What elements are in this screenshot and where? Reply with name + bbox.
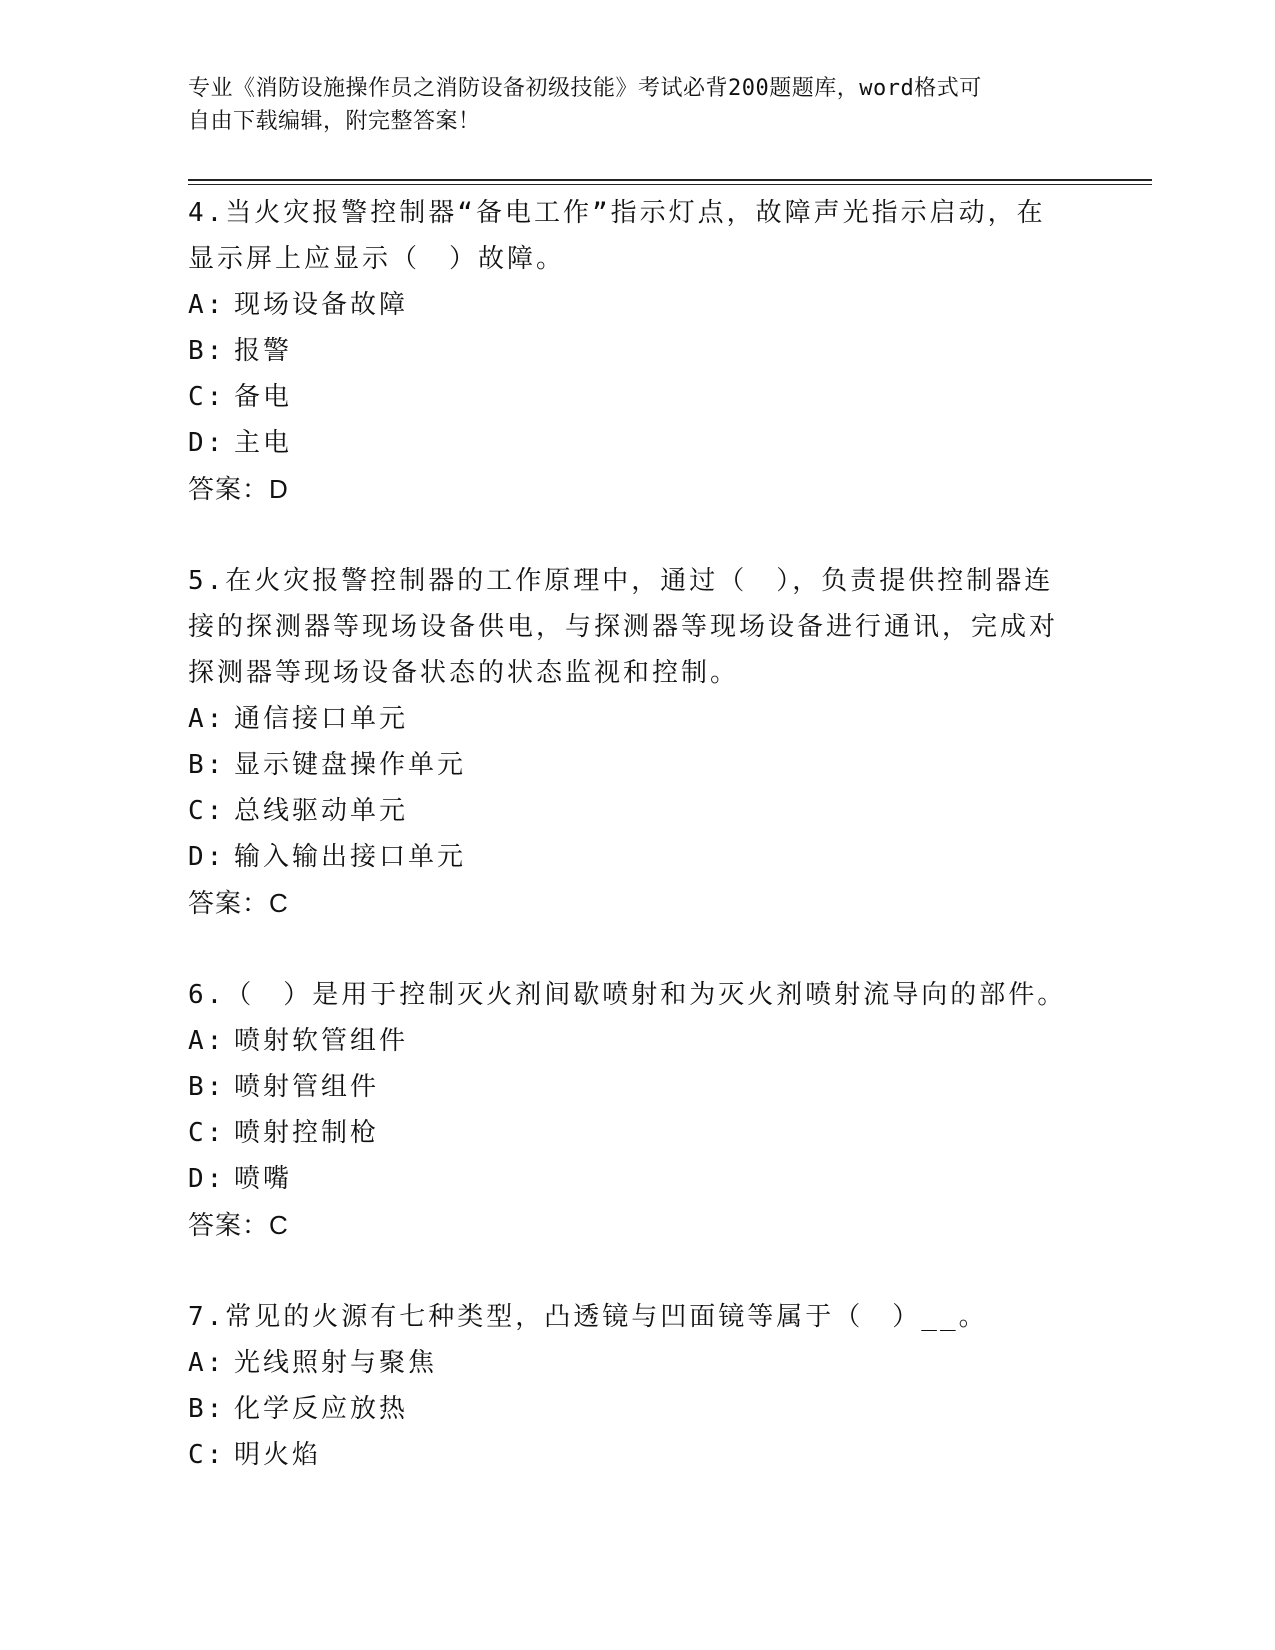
question-4 [188,190,1068,512]
option-c [188,1432,1068,1478]
option-label: B: [188,1072,226,1102]
option-label: D: [188,428,226,458]
option-label: B: [188,750,226,780]
question-5 [188,558,1068,926]
document-header [188,72,1068,138]
option-label: C: [188,796,226,826]
option-text: 喷射控制枪 [234,1118,380,1148]
option-b [188,1064,1068,1110]
option-text: 备电 [234,382,293,412]
option-text: 明火焰 [234,1440,322,1470]
option-text: 光线照射与聚焦 [234,1348,438,1378]
option-b [188,328,1068,374]
option-c [188,788,1068,834]
option-text: 喷射管组件 [234,1072,380,1102]
option-text: 通信接口单元 [234,704,409,734]
option-label: B: [188,1394,226,1424]
option-text: 主电 [234,428,293,458]
answer: 答案：D [188,474,289,504]
question-list [188,190,1068,1524]
option-c [188,374,1068,420]
option-label: C: [188,1118,226,1148]
option-b [188,742,1068,788]
option-d [188,834,1068,880]
option-text: 总线驱动单元 [234,796,409,826]
answer: 答案：C [188,1210,289,1240]
option-label: A: [188,1026,226,1056]
question-text: 7.常见的火源有七种类型，凸透镜与凹面镜等属于（ ）__。 [188,1302,988,1332]
header-line-1: 专业《消防设施操作员之消防设备初级技能》考试必背200题题库，word格式可 [188,76,982,101]
option-text: 报警 [234,336,293,366]
option-c [188,1110,1068,1156]
option-label: D: [188,1164,226,1194]
option-label: B: [188,336,226,366]
option-a [188,282,1068,328]
option-label: C: [188,1440,226,1470]
question-7 [188,1294,1068,1478]
option-a [188,1018,1068,1064]
option-b [188,1386,1068,1432]
question-text: 6.（ ）是用于控制灭火剂间歇喷射和为灭火剂喷射流导向的部件。 [188,980,1067,1010]
option-label: A: [188,1348,226,1378]
option-label: D: [188,842,226,872]
option-text: 显示键盘操作单元 [234,750,467,780]
question-text: 4.当火灾报警控制器“备电工作”指示灯点，故障声光指示启动，在显示屏上应显示（ ）故障。 [188,198,1046,274]
header-line-2: 自由下载编辑，附完整答案！ [188,109,481,134]
option-text: 输入输出接口单元 [234,842,467,872]
option-label: A: [188,704,226,734]
option-text: 现场设备故障 [234,290,409,320]
option-text: 喷嘴 [234,1164,293,1194]
option-d [188,1156,1068,1202]
header-rule-thick [188,179,1152,181]
option-d [188,420,1068,466]
option-label: A: [188,290,226,320]
option-a [188,1340,1068,1386]
option-text: 化学反应放热 [234,1394,409,1424]
option-label: C: [188,382,226,412]
question-6 [188,972,1068,1248]
option-a [188,696,1068,742]
option-text: 喷射软管组件 [234,1026,409,1056]
question-text: 5.在火灾报警控制器的工作原理中，通过（ ），负责提供控制器连接的探测器等现场设备供电，与探测器等现场设备进行通讯，完成对探测器等现场设备状态的状态监视和控制。 [188,566,1059,688]
header-rule-thin [188,184,1152,185]
answer: 答案：C [188,888,289,918]
